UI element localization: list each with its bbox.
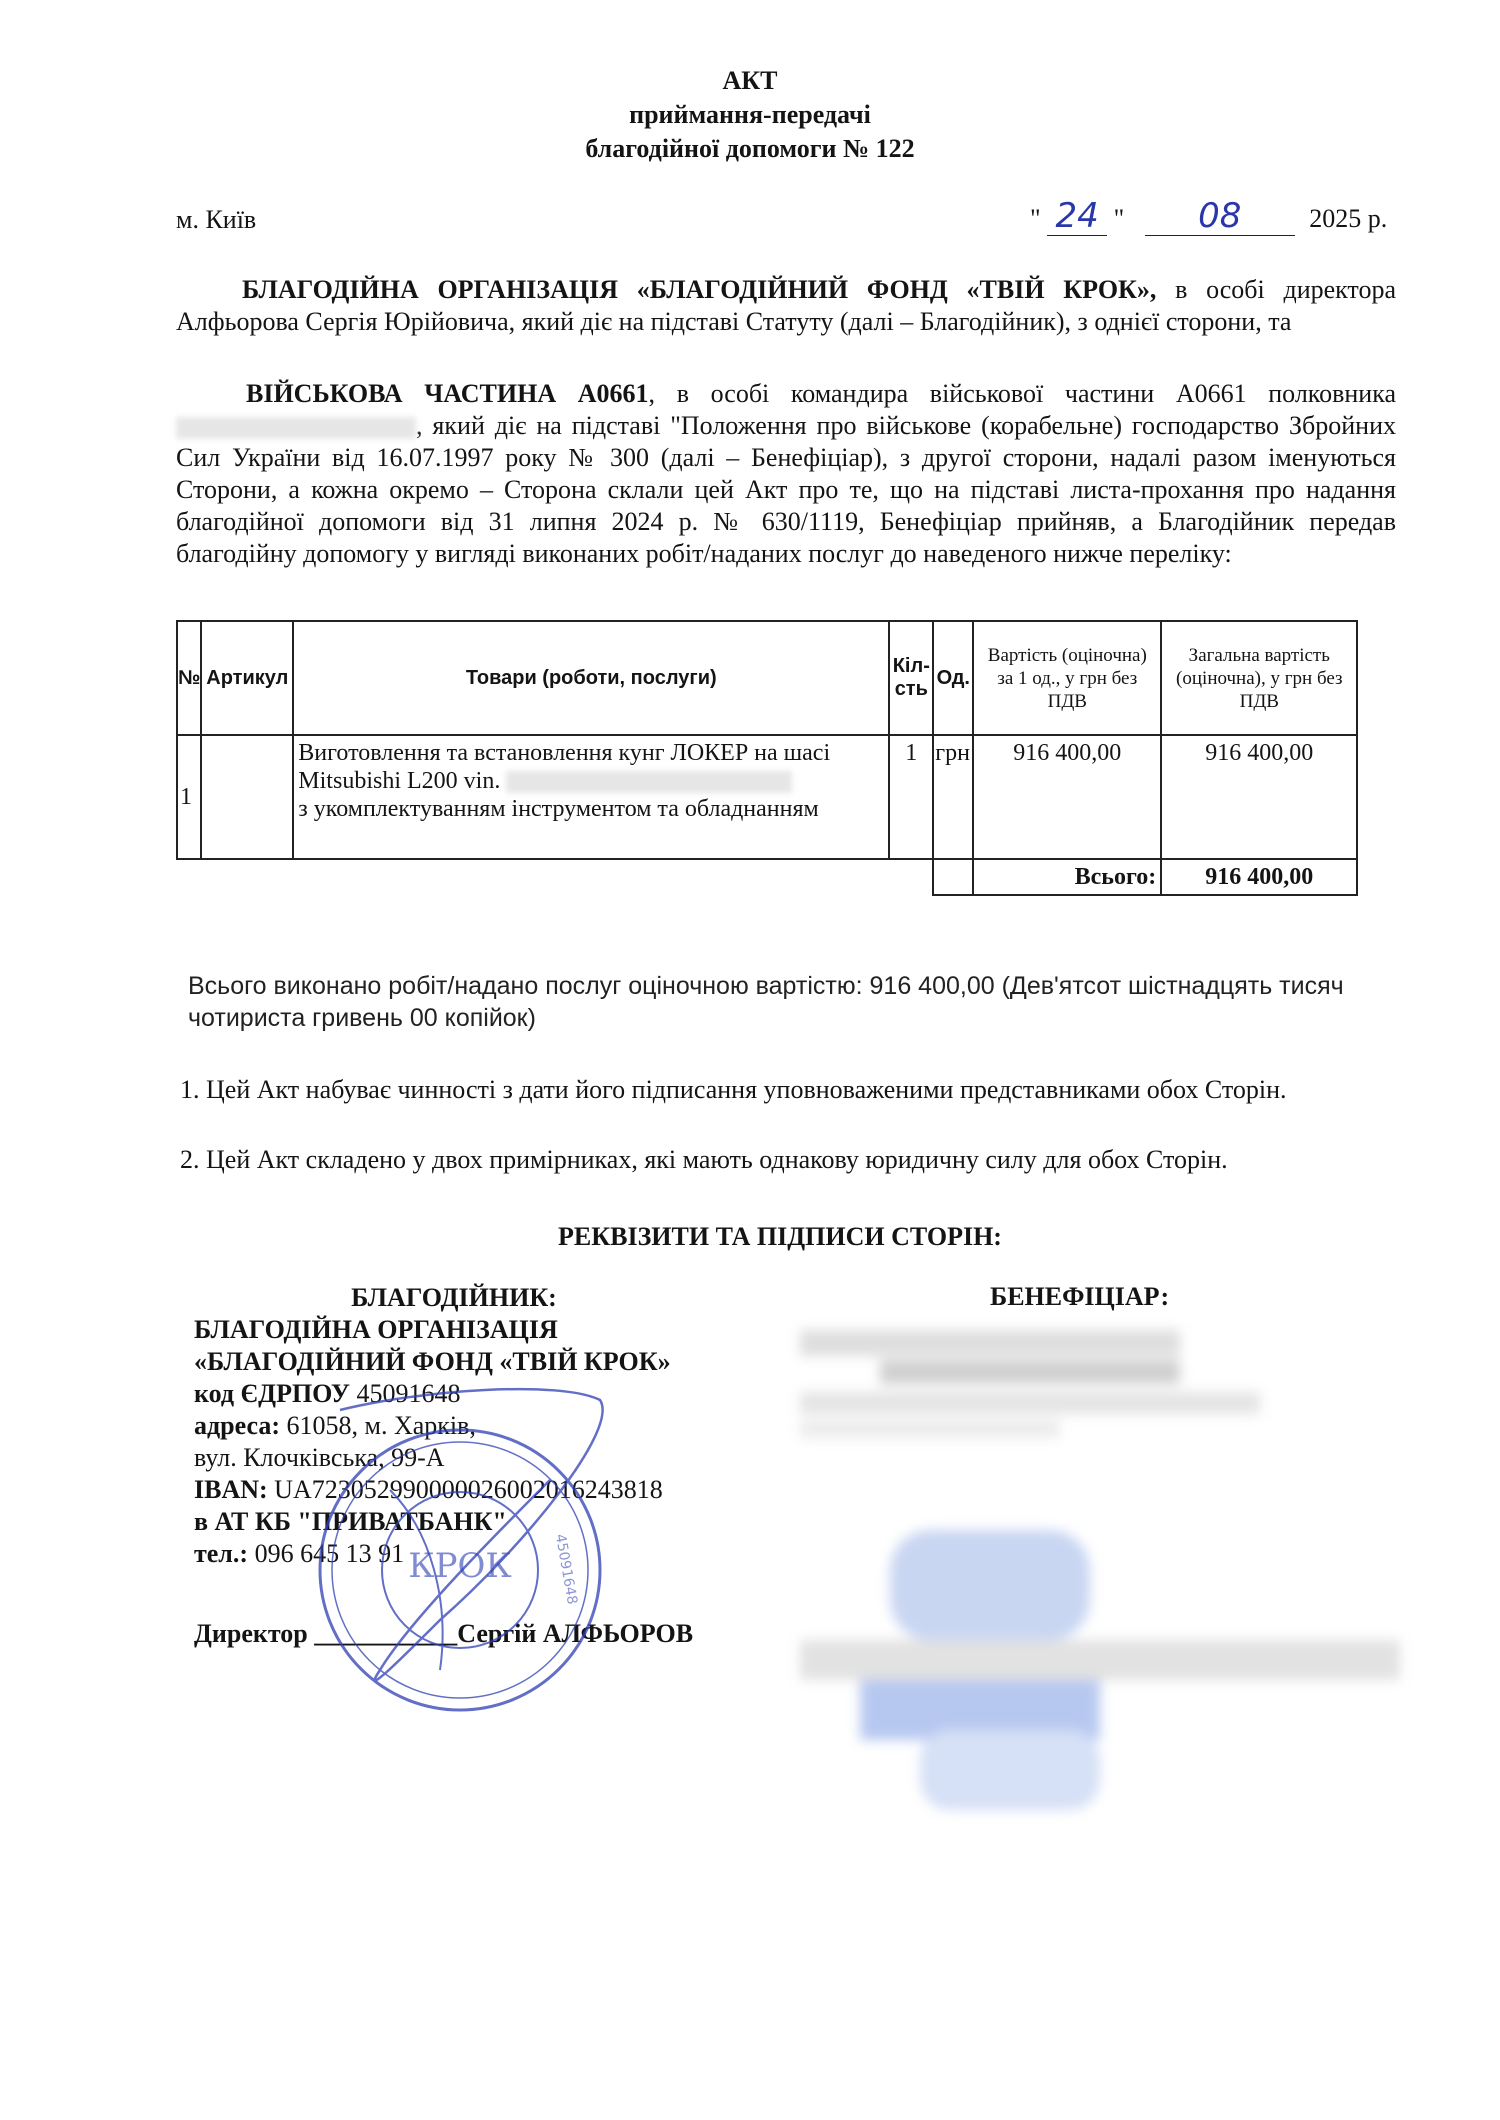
donor-heading: БЛАГОДІЙНИК: xyxy=(351,1283,557,1312)
header-num: № xyxy=(177,621,201,735)
stamp-text: КРОК xyxy=(408,1546,512,1586)
city: м. Київ xyxy=(176,205,257,234)
table-header-row xyxy=(177,621,1357,735)
row-qty: 1 xyxy=(889,735,933,859)
row-article xyxy=(201,735,293,859)
handwritten-day: 24 xyxy=(1055,196,1099,236)
redacted-colonel-name xyxy=(176,417,416,439)
total-value: 916 400,00 xyxy=(1161,859,1357,895)
header-qty: Кіл-сть xyxy=(889,621,933,735)
header-goods: Товари (роботи, послуги) xyxy=(293,621,889,735)
row-num: 1 xyxy=(177,735,201,859)
unit-name: ВІЙСЬКОВА ЧАСТИНА А0661 xyxy=(246,379,649,408)
stamp-code: 45091648 xyxy=(551,1532,581,1606)
redacted-vin xyxy=(506,771,792,793)
donor-address-street: вул. Клочківська, 99-А xyxy=(194,1443,445,1472)
table-total-row xyxy=(177,859,1357,895)
requisites-title: РЕКВІЗИТИ ТА ПІДПИСИ СТОРІН: xyxy=(558,1222,1002,1251)
total-label: Всього: xyxy=(973,859,1161,895)
donor-org-name: БЛАГОДІЙНА ОРГАНІЗАЦІЯ «БЛАГОДІЙНИЙ ФОНД «ТВІЙ КРОК», xyxy=(242,275,1157,304)
stamp-seal xyxy=(300,1370,630,1730)
act-subtitle: приймання-передачі xyxy=(629,100,871,129)
donor-signature-line: Директор ___________Сергій АЛФЬОРОВ xyxy=(194,1619,694,1648)
donor-edrpou: код ЄДРПОУ 45091648 xyxy=(194,1379,461,1408)
items-table xyxy=(176,620,1358,896)
donor-phone: тел.: 096 645 13 91 xyxy=(194,1539,405,1568)
header-total: Загальна вартість (оціночна), у грн без ПДВ xyxy=(1161,621,1357,735)
donor-name-2: «БЛАГОДІЙНИЙ ФОНД «ТВІЙ КРОК» xyxy=(194,1347,671,1376)
donor-address: адреса: 61058, м. Харків, xyxy=(194,1411,476,1440)
donor-iban: IBAN: UA723052990000026002016243818 xyxy=(194,1475,663,1504)
donor-name-1: БЛАГОДІЙНА ОРГАНІЗАЦІЯ xyxy=(194,1315,558,1344)
redacted-beneficiary-details xyxy=(800,1320,1260,1440)
row-total: 916 400,00 xyxy=(1161,735,1357,859)
header-price: Вартість (оціночна) за 1 од., у грн без ПДВ xyxy=(973,621,1161,735)
signer-name: Сергій АЛФЬОРОВ xyxy=(457,1619,694,1648)
handwritten-month: 08 xyxy=(1198,196,1242,236)
clause-2: 2. Цей Акт складено у двох примірниках, які мають однакову юридичну силу для обох Сторін. xyxy=(180,1145,1228,1174)
date-year: 2025 р. xyxy=(1309,204,1388,233)
preamble-beneficiary: ВІЙСЬКОВА ЧАСТИНА А0661, в особі командира військової частини А0661 полковника , який діє на підставі "Положення про військове (корабельне) господарство Збройних Сил України від 16.07.1997 року № 300 (далі – Бенефіціар), з другої сторони, надалі разом іменуються Сторони, а кожна окремо – Сторона склали цей Акт про те, що на підставі листа-прохання про надання благодійної допомоги від 31 липня 2024 р. № 630/1119, Бенефіціар прийняв, а Благодійник передав благодійну допомогу у вигляді виконаних робіт/наданих послуг до наведеного нижче переліку: xyxy=(176,379,1396,568)
header-unit: Од. xyxy=(933,621,973,735)
redacted-beneficiary-signature xyxy=(800,1530,1400,1820)
row-goods: Виготовлення та встановлення кунг ЛОКЕР на шасі Mitsubishi L200 vin. з укомплектуванням інструментом та обладнанням xyxy=(293,735,889,859)
donor-bank: в АТ КБ "ПРИВАТБАНК" xyxy=(194,1507,507,1536)
table-row xyxy=(177,735,1357,859)
header-article: Артикул xyxy=(201,621,293,735)
beneficiary-heading: БЕНЕФІЦІАР: xyxy=(990,1282,1170,1311)
clause-1: 1. Цей Акт набуває чинності з дати його підписання уповноваженими представниками обох Сторін. xyxy=(180,1075,1287,1104)
preamble-donor: БЛАГОДІЙНА ОРГАНІЗАЦІЯ «БЛАГОДІЙНИЙ ФОНД «ТВІЙ КРОК», в особі директора Алфьорова Сергія Юрійовича, який діє на підставі Статуту (далі – Благодійник), з однієї сторони, та xyxy=(176,275,1396,336)
act-number: благодійної допомоги № 122 xyxy=(585,134,915,163)
summary-text: Всього виконано робіт/надано послуг оціночною вартістю: 916 400,00 (Дев'ятсот шістнадцять тисяч чотириста гривень 00 копійок) xyxy=(188,972,1344,1032)
row-price: 916 400,00 xyxy=(973,735,1161,859)
row-unit: грн xyxy=(933,735,973,859)
date-line: " 24 " 08 2025 р. xyxy=(1030,196,1388,236)
act-title: АКТ xyxy=(722,66,778,95)
